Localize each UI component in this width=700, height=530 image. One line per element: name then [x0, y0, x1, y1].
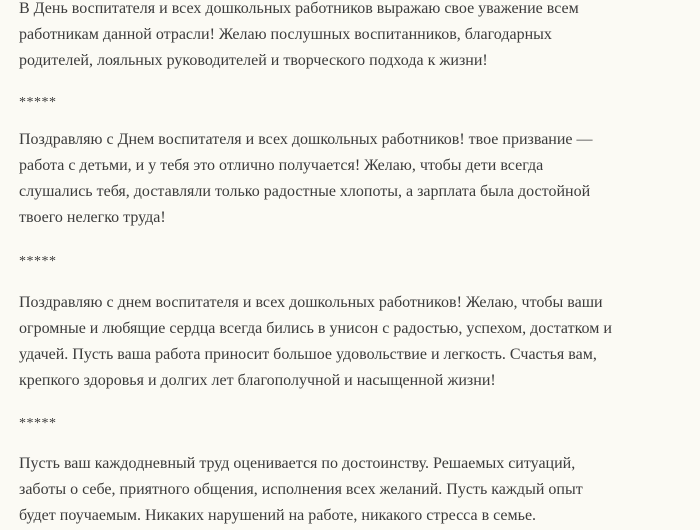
greeting-paragraph-4: [19, 451, 583, 529]
greeting-paragraph-3: [19, 290, 612, 394]
text-line: будет поучаемым. Никаких нарушений на работе, никакого стресса в семье.: [19, 507, 537, 524]
greeting-paragraph-1: [19, 0, 579, 74]
text-line: огромные и любящие сердца всегда бились в унисон с радостью, успехом, достатком и: [19, 320, 612, 337]
text-line: родителей, лояльных руководителей и творческого подхода к жизни!: [19, 52, 488, 69]
greeting-paragraph-2: [19, 127, 593, 231]
text-line: заботы о себе, приятного общения, исполнения всех желаний. Пусть каждый опыт: [19, 481, 583, 498]
text-line: работа с детьми, и у тебя это отлично получается! Желаю, чтобы дети всегда: [19, 157, 544, 174]
text-line: слушались тебя, доставляли только радостные хлопоты, а зарплата была достойной: [19, 183, 591, 200]
text-line: твоего нелегко труда!: [19, 209, 166, 226]
text-line: Пусть ваш каждодневный труд оценивается по достоинству. Решаемых ситуаций,: [19, 455, 576, 472]
text-line: удачей. Пусть ваша работа приносит большое удовольствие и легкость. Счастья вам,: [19, 346, 597, 363]
text-line: Поздравляю с днем воспитателя и всех дошкольных работников! Желаю, чтобы ваши: [19, 294, 603, 311]
separator: *****: [19, 254, 57, 269]
text-line: работникам данной отрасли! Желаю послушных воспитанников, благодарных: [19, 26, 552, 43]
text-line: Поздравляю с Днем воспитателя и всех дошкольных работников! твое призвание —: [19, 131, 593, 148]
separator: *****: [19, 416, 57, 431]
text-line: В День воспитателя и всех дошкольных работников выражаю свое уважение всем: [19, 0, 579, 17]
separator: *****: [19, 95, 57, 110]
text-line: крепкого здоровья и долгих лет благополучной и насыщенной жизни!: [19, 372, 496, 389]
